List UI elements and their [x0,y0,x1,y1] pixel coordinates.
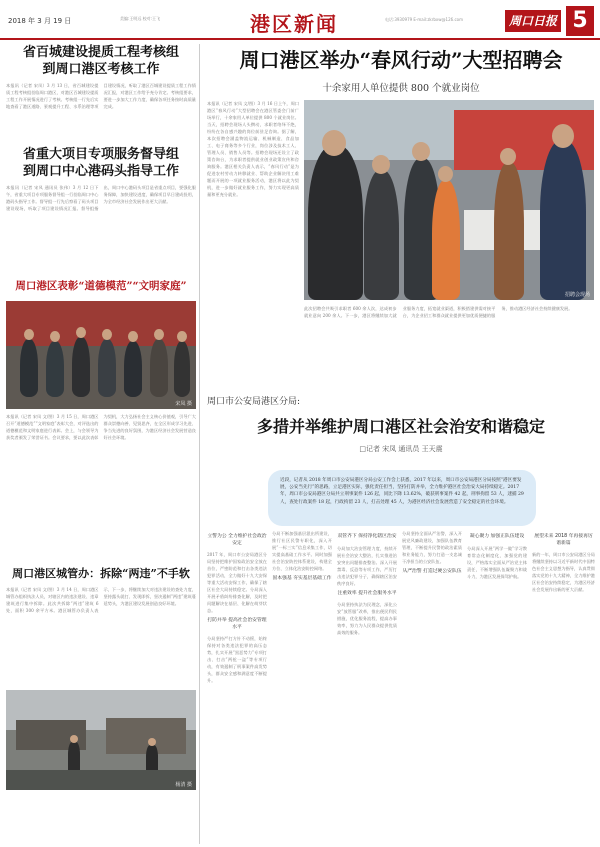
feature-subheading: 双管齐下 保持净化辖区治安 [337,534,397,539]
feature-byline: □记者 宋凤 通讯员 王天震 [359,445,443,453]
article-body: 本报讯（记者 宋凤 通讯员 张伟）3 月 12 日下午，省重大项目专项服务督导组一行莅临周口中心港码头指导工作。督导组一行先后察看了码头项目建设现场，听取了项目建设情况汇报。督导组指出，周口中心港码头项目是省重点项目，要强化服务保障，加快建设进度，确保项目早日建成投用，为全市经济社会发展作出更大贡献。 [6,185,196,211]
feature-paragraph: 分局坚持严打方针不动摇，始终保持对各类违法犯罪的高压态势，扎实开展“黑恶势力”专项打击、打击“两抢一盗”等专项行动，有效遏制了刑事案件高发势头，群众安全感和满意度不断提升。 [207,636,267,683]
article-demolition [6,565,196,790]
editor-credit: 美编:王明远 校对:王飞 [120,16,160,21]
feature-kicker: 周口市公安局港区分局: [207,397,301,407]
feature-paragraph: 分局坚持执法为民理念，深化公安“放管服”改革，推出便民利民措施，优化服务流程，提高办事效率，努力为人民群众提供优质高效的服务。 [337,602,397,635]
article-supervision [6,146,196,268]
lead-subheadline: 十余家用人单位提供 800 个就业岗位 [322,83,480,94]
feature-headline: 多措并举维护周口港区社会治安和谐稳定 [256,417,545,436]
article-headline: 省百城建设提质工程考核组 [22,45,179,60]
feature-column [532,530,595,840]
feature-subheading: 立警为公 全力维护社会政治安定 [207,534,267,546]
article-headline-line2: 到周口港区考核工作 [42,62,160,77]
feature-column [272,530,332,840]
article-body: 本报讯（记者 宋凤 文/图）3 月 14 日，周口港区城管办组织执法人员，对辖区内的违法建设、违章建筑进行集中拆除。此次共拆除“两违”建筑 6 处，面积 300 余平方米。港区城管办负责人表示，下一步，将继续加大对违法建设的查处力度，坚持露头就打、发现即拆，坚决遏制“两违”建筑蔓延势头，为港区建设发展创造良好环境。 [6,587,196,613]
lead-article-body: 本报讯（记者 宋凤 文/图）3 月 16 日上午，周口港区“春风行动”大型招聘会在港区管委会门前广场举行，十余家用人单位提供 800 个就业岗位。当天，招聘会现场人头攒动，求职者络绎不绝，纷纷在各自感兴趣的岗位前驻足咨询。据了解，本次招聘会涵盖物流运输、机械制造、食品加工、电子商务等多个行业，岗位涉及技术工人、管理人员、销售人员等。招聘会现场还设立了政策咨询台，为求职者提供就业创业政策宣传和咨询服务。港区相关负责人表示，“春风行动”是为促进农村劳动力转移就业、帮助企业解决用工难题而开展的一项就业服务活动，港区将以此为契机，进一步做好就业服务工作，努力实现更高质量和更充分就业。 [207,101,299,197]
feature-lead-box: 近段，记者从 2018 年周口市公安局港区分局公安工作会上获悉，2017 年以来，周口市公安局港区分局按照“港区要发展，公安当先行”的思路，立足港区实际，强化责任担当，坚持打防并举，全力维护港区社会治安大局持续稳定。2017 年，周口市公安局港区分局共立刑事案件 126 起，同比下降 13.62%，破获刑事案件 42 起，刑事拘留 53 人，逮捕 29 人，查处行政案件 18 起，行政拘留 23 人，打击处理 45 人，为港区经济社会发展营造了安全稳定的社会环境。 [268,470,536,526]
feature-paragraph: 分局加大治安管理力度，持续开展社会治安大整治，扎实推进治安突出问题排查整治。深入开展禁毒、反恐等专项工作，严厉打击违法犯罪分子，确保辖区治安秩序良好。 [337,545,397,586]
demolition-photo [6,690,196,790]
feature-column [467,530,527,840]
feature-paragraph: 新的一年，周口市公安局港区分局将继续坚持以习近平新时代中国特色社会主义思想为指导，认真贯彻落实党的十九大精神，全力维护港区社会治安持续稳定，为港区经济社会发展作出新的更大贡献。 [532,552,595,592]
feature-subheading: 展望未来 2018 年再接再厉谱新篇 [534,534,593,546]
feature-subheading: 注重效率 提升社会服务水平 [337,590,397,596]
photo-caption: 宋凤 摄 [175,401,192,407]
job-fair-photo [304,100,594,300]
feature-column [402,530,462,840]
article-assessment [6,44,196,138]
page-header [0,0,600,40]
feature-column [207,530,267,840]
article-headline: 周口港区表彰“道德模范”“文明家庭” [15,280,187,292]
feature-paragraph: 分局深入开展“两学一做”学习教育常态化制度化，加强党的建设，严格落实全面从严治党主体责任，不断增强队伍凝聚力和战斗力，为港区发展保驾护航。 [467,545,527,579]
feature-column [337,530,397,840]
feature-subheading: 从严治警 打造过硬公安队伍 [402,569,462,574]
article-headline: 省重大项目专项服务督导组 [22,147,179,162]
photo-caption: 杨清 摄 [175,782,192,788]
contact-info: 电话:3930979 E-mail:zkrbxw@126.com [385,17,464,22]
issue-date: 2018 年 3 月 19 日 [8,17,72,25]
lead-headline: 周口港区举办“春风行动”大型招聘会 [239,48,563,72]
photo-caption: 招聘会现场 [564,292,590,298]
article-headline-line2: 到周口中心港码头指导工作 [22,164,179,179]
left-column [6,44,196,790]
masthead-logo: 周口日报 [505,10,561,32]
feature-paragraph: 分局坚持全面从严治警，深入开展党风廉政建设，加强队伍教育管理，不断提升民警的政治素质和业务能力，努力打造一支忠诚干净担当的公安队伍。 [402,531,462,564]
page-number: 5 [566,6,594,36]
feature-columns [207,530,595,840]
article-body: 本报讯（记者 宋凤）3 月 13 日，省百城建设提质工程考核组莅临周口港区，对港区百城建设提质工程工作开展情况进行了考核。考核组一行先后实地查看了港区道路、景观提升工程、水系治理等项目建设情况，听取了港区百城建设提质工程工作情况汇报，对港区工作给予充分肯定。考核组要求，要进一步加大工作力度，确保各项任务按时高质量完成。 [6,83,196,109]
article-body: 本报讯（记者 宋凤 文/图）3 月 15 日，周口港区召开“道德模范”“文明家庭”表彰大会，对评选出的道德模范和文明家庭进行表彰。会上，与会领导为获奖者颁发了荣誉证书。会议要求，要以此次表彰为契机，大力弘扬社会主义核心价值观，引导广大群众崇德向善、见贤思齐，在全区形成学习先进、争当先进的良好氛围，为港区经济社会发展营造良好社会环境。 [6,414,196,440]
article-headline: 周口港区城管办：拆除“两违”不手软 [12,567,190,580]
column-divider [199,44,200,844]
article-commendation [6,278,196,553]
feature-paragraph: 分局不断加强基层派出所建设，推行社区民警专职化，深入开展“一标三实”信息采集工作，切实提高基础工作水平。同时加强社会治安防控体系建设，构建全方位、立体化治安防控网络。 [272,531,332,571]
section-title: 港区新闻 [250,12,338,36]
commendation-photo [6,301,196,409]
feature-subheading: 固本强基 夯实基层基础工作 [272,576,332,581]
lead-article-body-continued: 此次招聘会共吸引求职者 600 余人次，达成初步就业意向 200 余人。下一步，港区将继续加大就业服务力度，拓宽就业渠道，积极搭建供需对接平台，为企业招工和群众就业提供更加优质便捷的服务，推动港区经济社会持续健康发展。 [304,306,573,318]
feature-subheading: 打防并举 提高社会治安管理水平 [207,618,267,630]
feature-paragraph: 2017 年，周口市公安局港区分局坚持把维护国家政治安全放在首位，严密防范和打击各类违法犯罪活动，全力做好十九大安保等重大活动安保工作，确保了辖区社会大局持续稳定。分局深入开展矛盾纠纷排查化解，及时把问题解决在基层、化解在萌芽状态。 [207,552,267,613]
feature-subheading: 凝心聚力 加强正队伍建设 [469,534,525,539]
